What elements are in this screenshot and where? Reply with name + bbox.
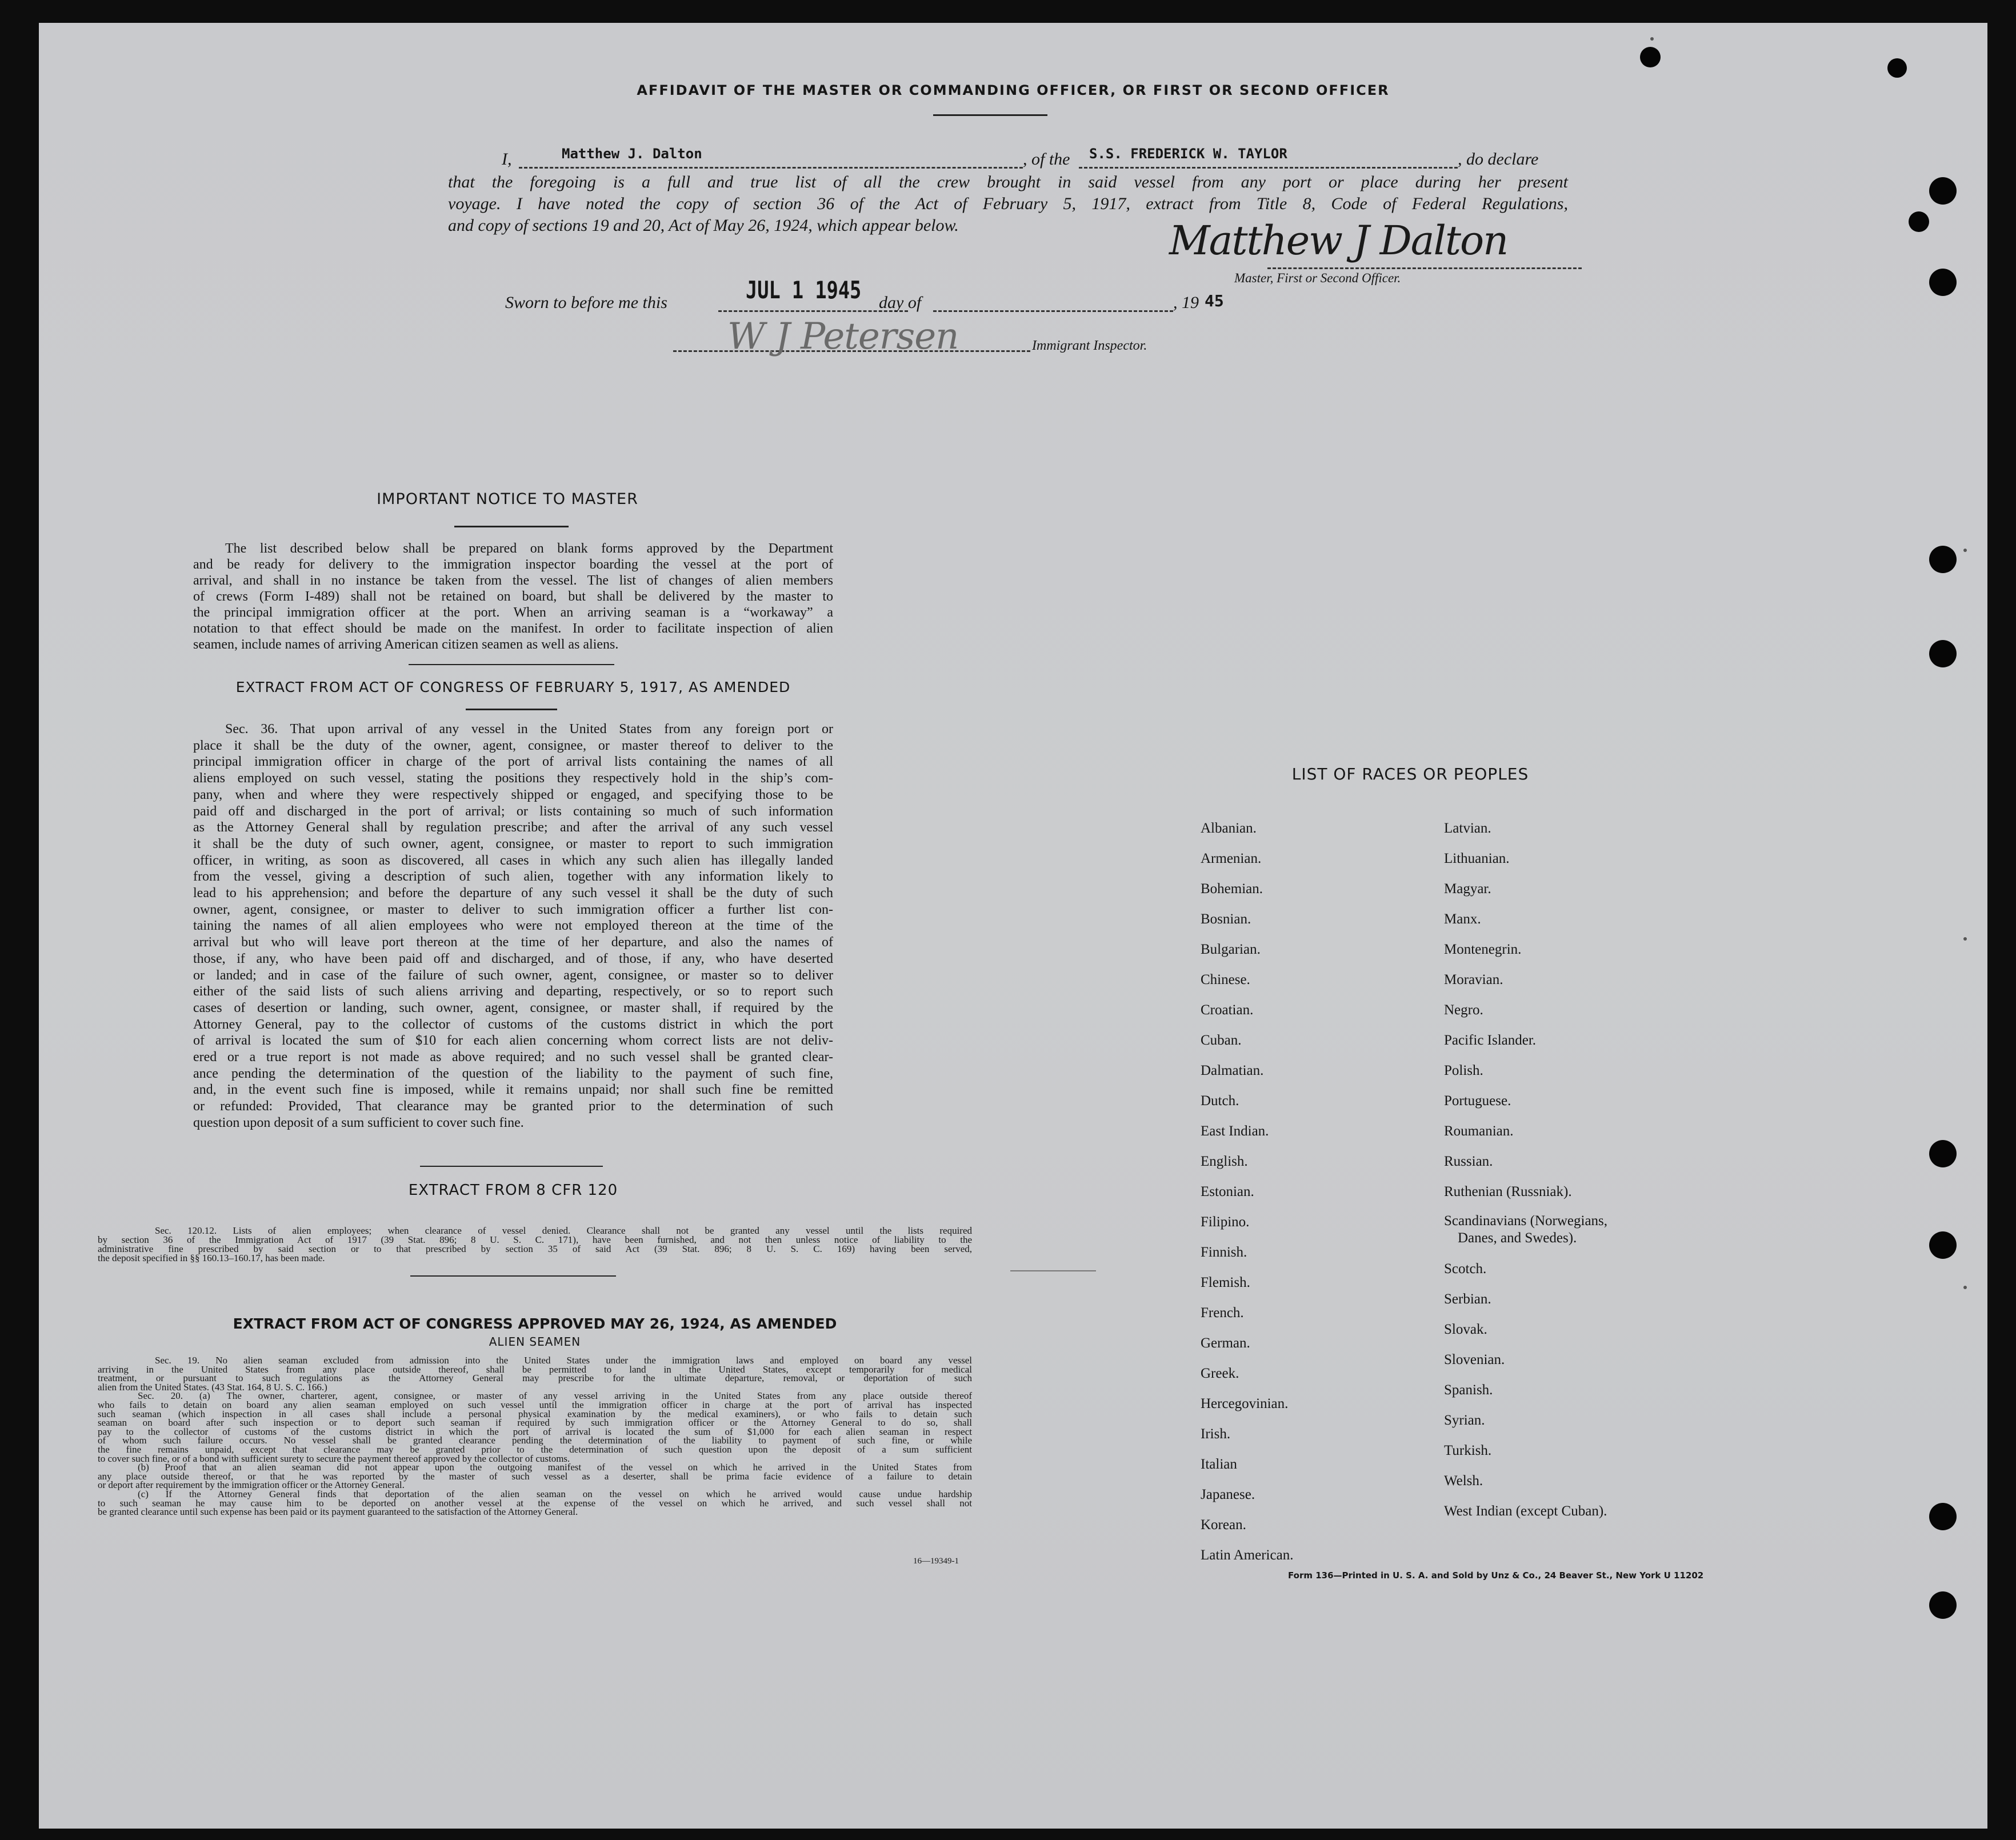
notice-line: The list described below shall be prepared on blank forms approved by the Department (225, 541, 833, 556)
extract-1917-line: Sec. 36. That upon arrival of any vessel in the United States from any foreign port or (225, 722, 833, 737)
race-item: Estonian. (1201, 1184, 1254, 1199)
date-stamp: JUL 1 1945 (746, 276, 862, 304)
affidavit-line-4: and copy of sections 19 and 20, Act of May 26, 1924, which appear below. (448, 216, 959, 235)
race-item: Lithuanian. (1444, 851, 1510, 866)
master-signature: Matthew J Dalton (1169, 217, 1508, 264)
race-item: Portuguese. (1444, 1093, 1511, 1109)
extract-1917-line: it shall be the duty of such owner, agent, consignee, or master to report to such immigration (193, 836, 833, 851)
race-item: Manx. (1444, 911, 1481, 927)
punch-hole (1929, 1231, 1957, 1259)
year-prefix: , 19 (1173, 293, 1199, 312)
race-item: Pacific Islander. (1444, 1033, 1537, 1048)
extract-1924-line: of whom such failure occurs. No vessel shall be granted clearance pending the determination of the liability to payment of such fine, or while (98, 1435, 972, 1446)
speck (1963, 549, 1967, 552)
cfr-heading: EXTRACT FROM 8 CFR 120 (408, 1182, 618, 1199)
extract-1917-line: either of the said lists of such aliens arriving and departing, respectively, or so to report such (193, 984, 833, 999)
extract-1924-line: pay to the collector of customs of the customs district in which the port of arrival is located the sum of $1,000 for each alien seaman in respect (98, 1426, 972, 1437)
master-name-field[interactable]: Matthew J. Dalton (562, 146, 702, 162)
extract-1917-line: officer, in writing, as soon as discovered, all cases in which any such alien has illegally landed (193, 853, 833, 868)
races-heading: LIST OF RACES OR PEOPLES (1291, 765, 1529, 783)
notice-line: notation to that effect should be made on the manifest. In order to facilitate inspection of alien (193, 621, 833, 636)
race-item: Moravian. (1444, 972, 1503, 987)
extract-1924-line: treatment, or pursuant to such regulations as the Attorney General may prescribe for the ultimate departure, removal, or deportation of such (98, 1373, 972, 1384)
race-item: East Indian. (1201, 1123, 1269, 1139)
race-item: Dalmatian. (1201, 1063, 1264, 1078)
race-item: Bohemian. (1201, 881, 1263, 897)
master-name-line (519, 167, 1023, 169)
race-item: Irish. (1201, 1426, 1231, 1442)
extract-1917-line: arrival but who will leave port thereon at the time of her departure, and also the names of (193, 935, 833, 950)
vessel-name-field[interactable]: S.S. FREDERICK W. TAYLOR (1089, 146, 1287, 162)
cfr-line: by section 36 of the Immigration Act of 1917 (39 Stat. 896; 8 U. S. C. 171), have been furnished, and not then unless notice of liability to the (98, 1234, 972, 1245)
cfr-body (98, 1226, 972, 1263)
race-item: Japanese. (1201, 1487, 1255, 1502)
affidavit-line-2: that the foregoing is a full and true list of all the crew brought in said vessel from any port or place during her present (448, 173, 1568, 191)
master-label: Master, First or Second Officer. (1234, 271, 1401, 285)
race-item: Scandinavians (Norwegians, (1444, 1213, 1608, 1229)
race-item: Flemish. (1201, 1275, 1250, 1290)
extract-1924-line: arriving in the United States from any place outside thereof, shall be permitted to land in the United States, except temporarily for medical (98, 1363, 972, 1375)
affidavit-do-declare: , do declare (1458, 150, 1539, 169)
race-item: Slovenian. (1444, 1352, 1505, 1367)
faint-mark (1010, 1270, 1096, 1271)
extract-1924-line: (b) Proof that an alien seaman did not appear upon the outgoing manifest of the vessel on which he arrived in the United States from (138, 1462, 972, 1473)
cfr-line: the deposit specified in §§ 160.13–160.17, has been made. (98, 1253, 325, 1263)
punch-hole (1929, 177, 1957, 205)
extract-1917-line: taining the names of all alien employees who were not employed thereon at the time of the (193, 918, 833, 934)
extract-1924-line: alien from the United States. (43 Stat. 164, 8 U. S. C. 166.) (98, 1381, 327, 1393)
race-item: Croatian. (1201, 1002, 1254, 1018)
speck (1963, 1286, 1967, 1289)
race-item: Filipino. (1201, 1214, 1250, 1230)
extract-1917-body (193, 721, 833, 1131)
document-page (39, 23, 1987, 1829)
form-code: 16—19349-1 (913, 1557, 959, 1566)
divider (420, 1166, 603, 1167)
extract-1924-line: Sec. 20. (a) The owner, charterer, agent, consignee, or master of any vessel arriving in the United States from any place outside thereof (138, 1390, 972, 1402)
extract-1917-line: question upon deposit of a sum sufficient to cover such fine. (193, 1115, 524, 1130)
notice-heading: IMPORTANT NOTICE TO MASTER (377, 490, 638, 508)
extract-1917-line: owner, agent, consignee, or master to deliver to such immigration officer a further list con- (193, 902, 833, 917)
race-item: Armenian. (1201, 851, 1262, 866)
extract-1917-line: Attorney General, pay to the collector of customs of the customs district in which the port (193, 1017, 833, 1032)
extract-1917-line: paid off and discharged in the port of arrival; or lists containing so much of such information (193, 803, 833, 819)
extract-1917-line: and, in the event such fine is imposed, while it remains unpaid; nor shall such fine be remitted (193, 1082, 833, 1098)
extract-1917-line: ered or a true report is not made as above required; and no such vessel shall be granted clear- (193, 1050, 833, 1065)
punch-hole (1640, 47, 1661, 67)
vessel-name-line (1079, 167, 1458, 169)
extract-1917-line: principal immigration officer in charge of the port of arrival lists containing the names of all (193, 754, 833, 770)
extract-1917-line: lead to his apprehension; and before the departure of any such vessel it shall be the duty of such (193, 886, 833, 901)
punch-hole (1887, 58, 1907, 78)
extract-1917-line: pany, when and where they were respectively shipped or engaged, and specifying those to be (193, 787, 833, 802)
race-item: Roumanian. (1444, 1123, 1514, 1139)
extract-1924-line: to such seaman he may cause him to be deported on another vessel at the expense of the vessel on which he arrived, and such vessel shall not (98, 1497, 972, 1509)
affidavit-line-3: voyage. I have noted the copy of section 36 of the Act of February 5, 1917, extract from Title 8, Code of Federal Regulations, (448, 194, 1568, 213)
race-item: Albanian. (1201, 821, 1257, 836)
race-item: Syrian. (1444, 1413, 1485, 1428)
race-item: Latvian. (1444, 821, 1491, 836)
extract-1924-line: who fails to detain on board any alien seaman employed on such vessel until the immigration officer in charge at the port of arrival has inspected (98, 1399, 972, 1410)
extract-1917-line: ance pending the determination of the question of the liability to the payment of such fine, (193, 1066, 833, 1081)
race-item: German. (1201, 1335, 1250, 1351)
extract-1924-line: Sec. 19. No alien seaman excluded from admission into the United States under the immigration laws and employed on board any vessel (155, 1355, 972, 1366)
cfr-line: administrative fine prescribed by said section or to that prescribed by section 35 of said Act (39 Stat. 896; 8 U. S. C. 169) having been served, (98, 1243, 972, 1254)
extract-1924-line: seaman on board after such inspection or to deport such seaman if required by such immigration officer or the Attorney General to do so, shall (98, 1417, 972, 1429)
race-item: Latin American. (1201, 1547, 1294, 1563)
affidavit-of-the: , of the (1023, 150, 1070, 169)
extract-1924-line: be granted clearance until such expense has been paid or its payment guaranteed to the satisfaction of the Attorney General. (98, 1506, 578, 1518)
master-signature-line (1267, 267, 1582, 269)
race-item: French. (1201, 1305, 1244, 1321)
extract-1924-line: any place outside thereof, or that he was reported by the master of such vessel as a deserter, shall be prima facie evidence of a failure to detain (98, 1470, 972, 1482)
speck (1963, 937, 1967, 941)
extract-1924-line: (c) If the Attorney General finds that deportation of the alien seaman on the vessel on which he arrived would cause undue hardship (138, 1488, 972, 1499)
extract-1917-line: aliens employed on such vessel, stating the positions they respectively hold in the ship’s com- (193, 771, 833, 786)
race-item: Bulgarian. (1201, 942, 1261, 957)
notice-line: and be ready for delivery to the immigration inspector boarding the vessel at the port of (193, 557, 833, 572)
notice-line: of crews (Form I-489) shall not be retained on board, but shall be delivered by the master to (193, 589, 833, 604)
race-item: Bosnian. (1201, 911, 1251, 927)
race-item: Danes, and Swedes). (1458, 1230, 1577, 1246)
notice-line: arrival, and shall in no instance be taken from the vessel. The list of changes of alien members (193, 573, 833, 588)
notice-body (193, 541, 833, 653)
race-item: Spanish. (1444, 1382, 1493, 1398)
punch-hole (1929, 546, 1957, 573)
race-item: Welsh. (1444, 1473, 1483, 1489)
race-item: English. (1201, 1154, 1248, 1169)
extract-1917-line: as the Attorney General shall by regulation prescribe; and after the arrival of any such vessel (193, 820, 833, 835)
divider (933, 114, 1047, 116)
punch-hole (1929, 1503, 1957, 1530)
races-right-column (1444, 813, 1607, 1526)
extract-1917-line: those, if any, who have been paid off and discharged, and of those, if any, who have deserted (193, 951, 833, 966)
notice-line: the principal immigration officer at the port. When an arriving seaman is a “workaway” a (193, 605, 833, 620)
divider (409, 664, 614, 665)
races-left-column (1201, 813, 1293, 1570)
affidavit-i: I, (502, 150, 512, 169)
extract-1924-heading: EXTRACT FROM ACT OF CONGRESS APPROVED MAY 26, 1924, AS AMENDED (233, 1315, 837, 1332)
race-item: Greek. (1201, 1366, 1239, 1381)
race-item: Montenegrin. (1444, 942, 1522, 957)
race-item: Negro. (1444, 1002, 1483, 1018)
race-item: Hercegovinian. (1201, 1396, 1289, 1411)
race-item: Dutch. (1201, 1093, 1239, 1109)
month-line (933, 310, 1173, 312)
year-field[interactable]: 45 (1205, 291, 1224, 310)
cfr-line: Sec. 120.12. Lists of alien employees; when clearance of vessel denied. Clearance shall not be granted any vessel until the lists required (155, 1225, 972, 1236)
race-item: Slovak. (1444, 1322, 1487, 1337)
sworn-text: Sworn to before me this (505, 293, 667, 312)
extract-1917-line: from the vessel, giving a description of such alien, together with any information likely to (193, 869, 833, 885)
punch-hole (1929, 1140, 1957, 1167)
race-item: Ruthenian (Russniak). (1444, 1184, 1572, 1199)
extract-1917-line: of arrival is located the sum of $10 for each alien concerning whom correct lists are not deliv- (193, 1033, 833, 1049)
extract-1924-body (98, 1356, 972, 1517)
day-of-text: day of (879, 293, 922, 312)
divider (454, 526, 569, 527)
notice-line: seamen, include names of arriving American citizen seamen as well as aliens. (193, 637, 619, 652)
race-item: Korean. (1201, 1517, 1246, 1533)
extract-1917-line: cases of desertion or landing, such owner, agent, consignee, or master shall, if required by the (193, 1000, 833, 1015)
race-item: Scotch. (1444, 1261, 1487, 1277)
race-item: Russian. (1444, 1154, 1493, 1169)
race-item: Serbian. (1444, 1291, 1491, 1307)
race-item: Magyar. (1444, 881, 1491, 897)
extract-1924-line: such seaman (which inspection in all cases shall include a personal physical examination by the medical examiners), or who fails to detain such (98, 1408, 972, 1419)
extract-1917-line: or landed; and in case of the failure of such owner, agent, consignee, or master so to deliver (193, 967, 833, 983)
extract-1917-line: or refunded: Provided, That clearance may be granted prior to the determination of such (193, 1099, 833, 1114)
race-item: Finnish. (1201, 1245, 1247, 1260)
divider (466, 709, 557, 710)
speck (1650, 37, 1654, 41)
race-item: Italian (1201, 1457, 1237, 1472)
race-item: Chinese. (1201, 972, 1250, 987)
punch-hole (1929, 640, 1957, 667)
inspector-signature: W J Petersen (727, 315, 959, 358)
extract-1917-line: place it shall be the duty of the owner, agent, consignee, or master thereof to deliver to the (193, 738, 833, 753)
punch-hole (1929, 1591, 1957, 1619)
punch-hole (1909, 211, 1929, 232)
affidavit-title: AFFIDAVIT OF THE MASTER OR COMMANDING OFFICER, OR FIRST OR SECOND OFFICER (637, 82, 1390, 98)
extract-1917-heading: EXTRACT FROM ACT OF CONGRESS OF FEBRUARY 5, 1917, AS AMENDED (235, 679, 791, 695)
race-item: Cuban. (1201, 1033, 1242, 1048)
race-item: Polish. (1444, 1063, 1483, 1078)
divider (410, 1275, 616, 1277)
form-footer: Form 136—Printed in U. S. A. and Sold by Unz & Co., 24 Beaver St., New York U 11202 (1288, 1570, 1704, 1581)
punch-hole (1929, 269, 1957, 296)
race-item: Turkish. (1444, 1443, 1492, 1458)
extract-1924-line: or deport after requirement by the immigration officer or the Attorney General. (98, 1479, 405, 1491)
extract-1924-line: to cover such fine, or of a bond with sufficient surety to secure the payment thereof approved by the collector of customs. (98, 1453, 570, 1464)
race-item: West Indian (except Cuban). (1444, 1503, 1607, 1519)
extract-1924-subheading: ALIEN SEAMEN (489, 1335, 581, 1349)
inspector-label: Immigrant Inspector. (1032, 338, 1147, 353)
extract-1924-line: the fine remains unpaid, except that clearance may be granted prior to the determination of such question upon the deposit of a sum sufficient (98, 1443, 972, 1455)
